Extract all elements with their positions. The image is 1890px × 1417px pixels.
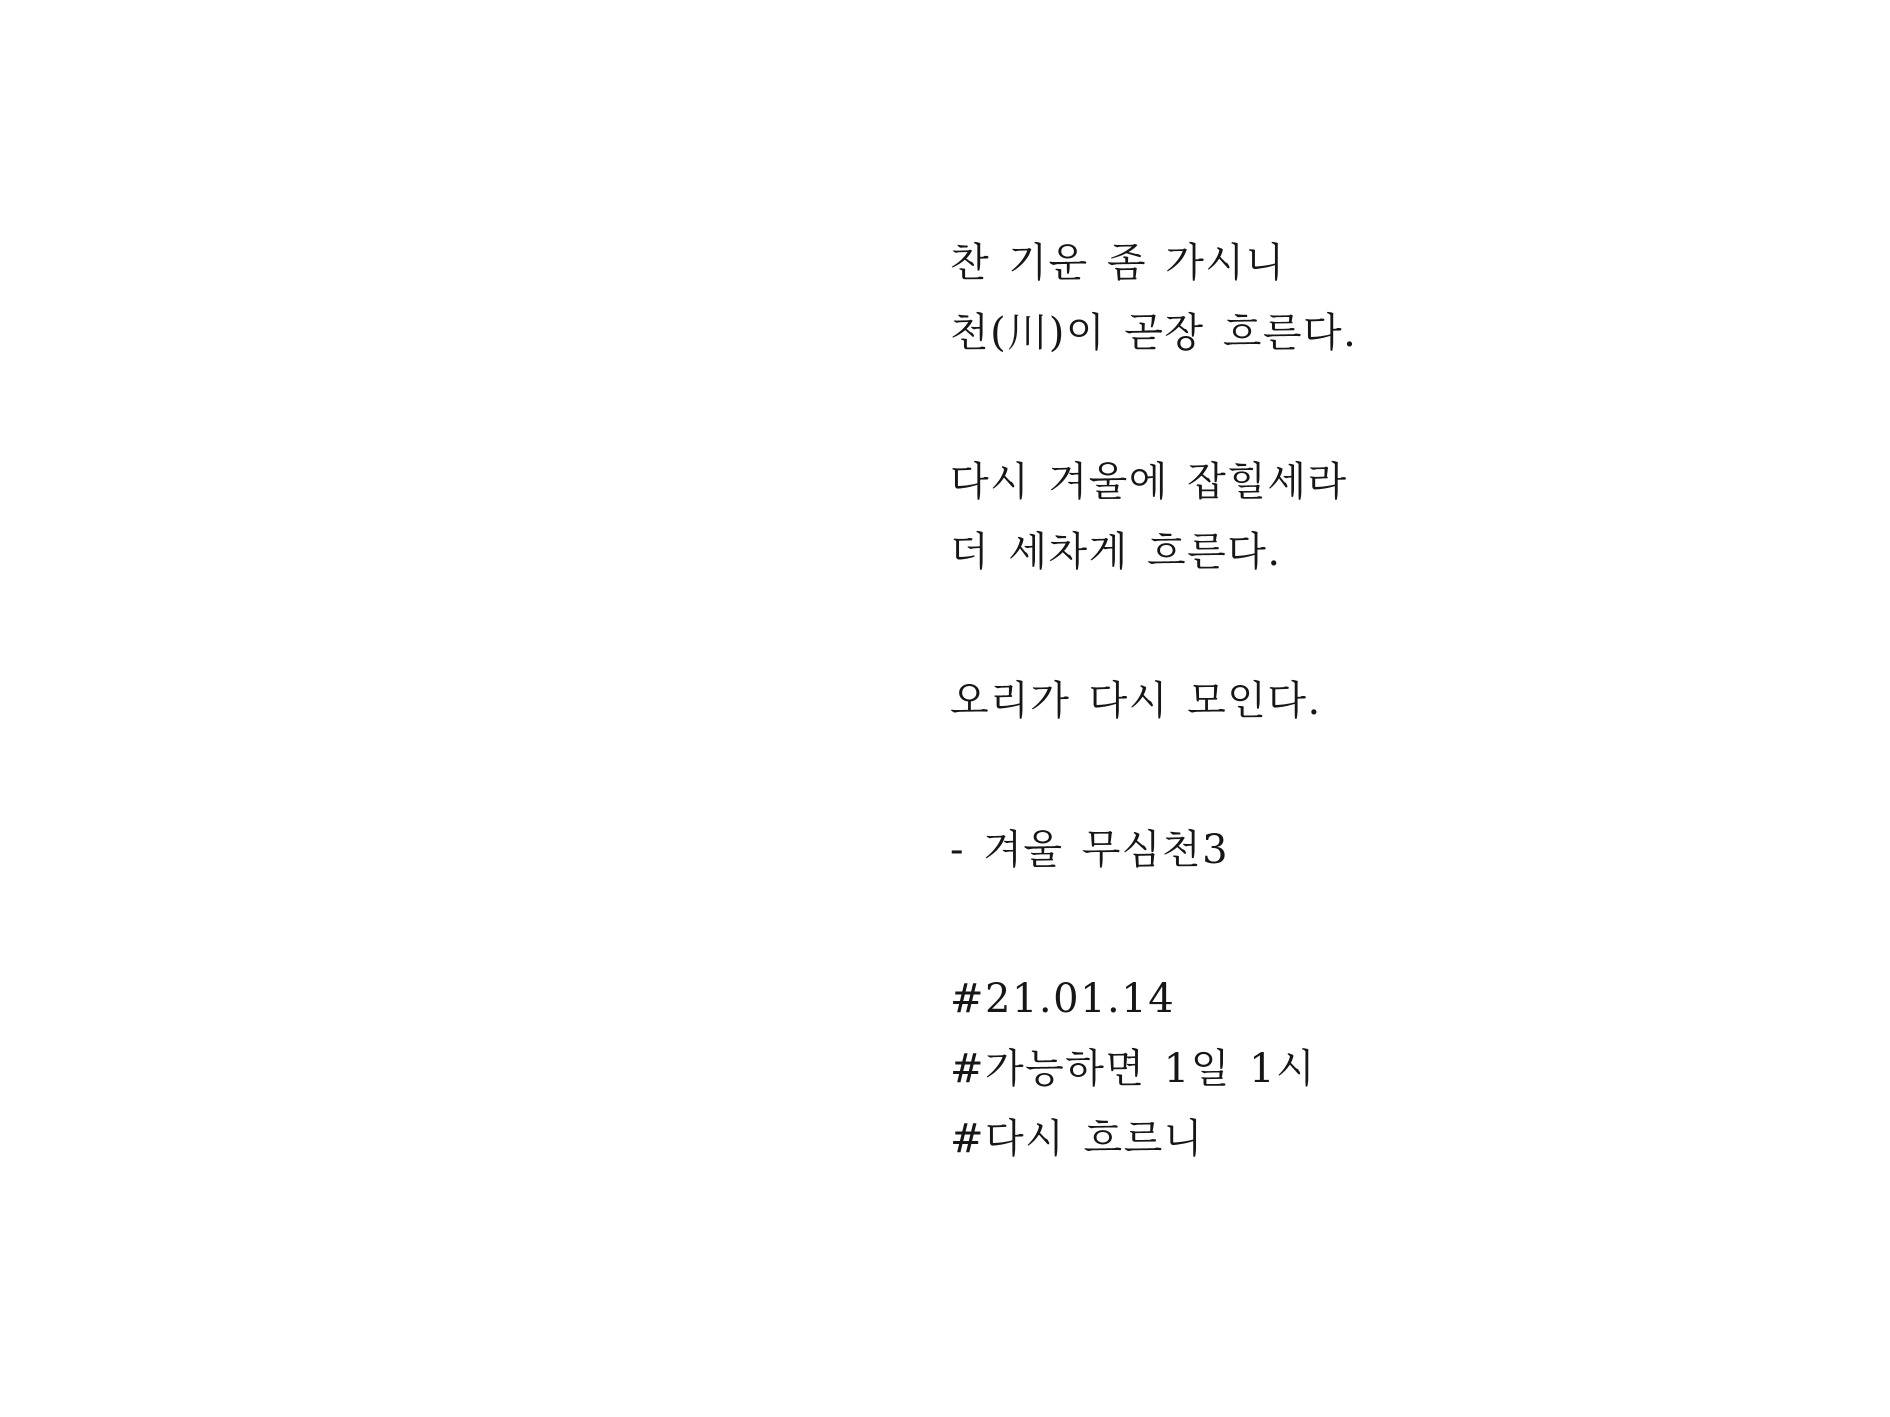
poem-line-3: 다시 겨울에 잡힐세라 bbox=[950, 459, 1348, 505]
poem-line-4: 더 세차게 흐른다. bbox=[950, 529, 1282, 575]
hashtag-date: #21.01.14 bbox=[950, 976, 1176, 1022]
poem-text-block bbox=[950, 228, 1357, 1174]
hashtag-3: #다시 흐르니 bbox=[950, 1116, 1204, 1162]
poem-line-2: 천(川)이 곧장 흐른다. bbox=[950, 310, 1358, 356]
stanza-gap bbox=[950, 368, 1357, 447]
poem-line-1: 찬 기운 좀 가시니 bbox=[950, 240, 1286, 286]
stanza-gap bbox=[950, 736, 1357, 815]
stanza-gap bbox=[950, 587, 1357, 666]
poem-attribution: - 겨울 무심천3 bbox=[950, 827, 1230, 873]
stanza-gap bbox=[950, 885, 1357, 964]
poem-line-5: 오리가 다시 모인다. bbox=[950, 678, 1322, 724]
hashtag-2: #가능하면 1일 1시 bbox=[950, 1046, 1317, 1092]
